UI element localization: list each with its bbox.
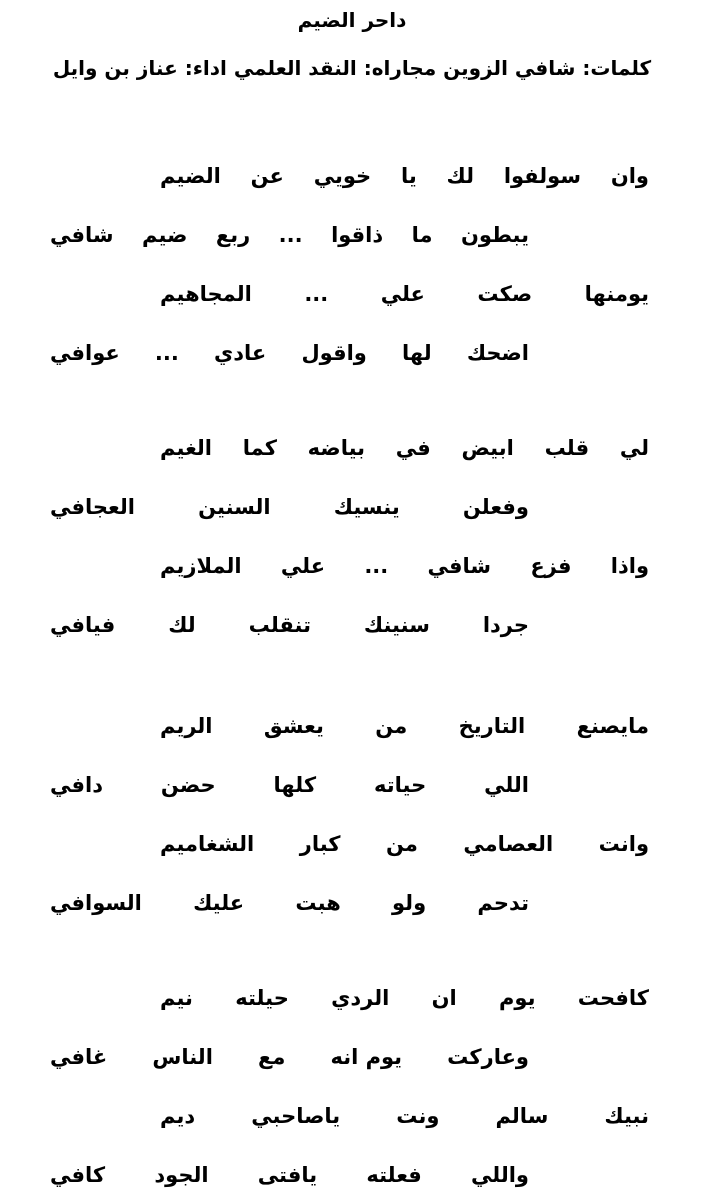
poem-line — [160, 428, 649, 468]
poem-word: يوم انه — [330, 1045, 403, 1069]
poem-word: المجاهيم — [160, 282, 252, 306]
poem-word: واللي — [471, 1163, 529, 1187]
poem-line — [160, 274, 649, 314]
poem-line — [160, 1096, 649, 1136]
poem-word: هبت — [295, 891, 341, 915]
poem-word: جردا — [482, 613, 529, 637]
poem-word: علي — [380, 282, 425, 306]
poem-word: كبار — [299, 832, 341, 856]
poem-word: ينسيك — [333, 495, 400, 519]
poem-line — [50, 605, 529, 645]
poem-word: الجود — [154, 1163, 209, 1187]
poem-word: من — [385, 832, 418, 856]
poem-word: دافي — [50, 773, 104, 797]
poem-word: يافتى — [257, 1163, 318, 1187]
poem-word: علي — [280, 554, 326, 578]
poem-word: الغيم — [160, 436, 213, 460]
poem-word: التاريخ — [458, 714, 526, 738]
poem-line — [160, 824, 649, 864]
poem-word: الناس — [152, 1045, 213, 1069]
poem-line — [50, 1155, 529, 1195]
poem-word: لك — [168, 613, 196, 637]
poem-word: سولفوا — [503, 164, 581, 188]
poem-line — [50, 765, 529, 805]
poem-word: شافي — [50, 223, 114, 247]
poem-word: الريم — [160, 714, 213, 738]
poem-word: لي — [619, 436, 649, 460]
poem-word: واقول — [301, 341, 367, 365]
poem-word: العجافي — [50, 495, 135, 519]
poem-word: من — [375, 714, 408, 738]
poem-word: نبيك — [604, 1104, 649, 1128]
poem-word: الردي — [331, 986, 390, 1010]
poem-word: مع — [258, 1045, 286, 1069]
poem-word: السنين — [198, 495, 271, 519]
poem-word: ان — [431, 986, 457, 1010]
poem-word: ربع — [215, 223, 251, 247]
poem-word: يبطون — [460, 223, 529, 247]
poem-word: ضيم — [142, 223, 188, 247]
poem-line — [50, 215, 529, 255]
poem-word: حضن — [160, 773, 216, 797]
poem-word: ... — [154, 341, 179, 365]
poem-word: ونت — [396, 1104, 440, 1128]
poem-line — [50, 1037, 529, 1077]
poem-word: ذاقوا — [331, 223, 384, 247]
poem-line — [160, 706, 649, 746]
poem-word: العصامي — [463, 832, 554, 856]
poem-word: كافي — [50, 1163, 106, 1187]
poem-word: قلب — [544, 436, 590, 460]
poem-line — [160, 156, 649, 196]
poem-word: عوافي — [50, 341, 120, 365]
poem-word: يا — [400, 164, 417, 188]
poem-word: حياته — [373, 773, 427, 797]
poem-word: شافي — [427, 554, 492, 578]
poem-word: كلها — [273, 773, 317, 797]
poem-word: مايصنع — [576, 714, 649, 738]
poem-word: ... — [304, 282, 329, 306]
poem-word: وانت — [598, 832, 649, 856]
poem-word: صكت — [477, 282, 533, 306]
poem-word: ... — [278, 223, 303, 247]
poem-title: داحر الضيم — [297, 8, 407, 32]
poem-credits: كلمات: شافي الزوين مجاراه: النقد العلمي اداء: عناز بن وايل — [52, 56, 652, 80]
poem-word: واذا — [610, 554, 649, 578]
poem-word: ابيض — [461, 436, 514, 460]
poem-word: فزع — [530, 554, 572, 578]
poem-word: الشغاميم — [160, 832, 255, 856]
poem-word: كما — [242, 436, 277, 460]
poem-word: غافي — [50, 1045, 108, 1069]
poem-word: الملازيم — [160, 554, 242, 578]
poem-word: يعشق — [263, 714, 324, 738]
poem-word: اضحك — [466, 341, 529, 365]
poem-word: يوم — [499, 986, 536, 1010]
poem-word: فيافي — [50, 613, 116, 637]
poem-word: لها — [402, 341, 432, 365]
poem-word: اللي — [484, 773, 529, 797]
poem-word: تدحم — [477, 891, 529, 915]
poem-word: ياصاحبي — [251, 1104, 341, 1128]
poem-word: وعاركت — [447, 1045, 529, 1069]
poem-word: عليك — [193, 891, 245, 915]
poem-word: كافحت — [577, 986, 649, 1010]
poem-word: خويي — [313, 164, 372, 188]
poem-word: بياضه — [307, 436, 366, 460]
poem-word: وان — [610, 164, 649, 188]
poem-word: سالم — [495, 1104, 549, 1128]
poem-word: ديم — [160, 1104, 196, 1128]
poem-word: ما — [411, 223, 433, 247]
poem-line — [160, 546, 649, 586]
poem-word: في — [395, 436, 431, 460]
poem-word: السوافي — [50, 891, 142, 915]
poem-word: تنقلب — [248, 613, 311, 637]
poem-word: سنينك — [363, 613, 430, 637]
poem-word: لك — [446, 164, 474, 188]
poem-line — [50, 883, 529, 923]
poem-word: ... — [364, 554, 389, 578]
poem-word: عادي — [214, 341, 267, 365]
poem-line — [50, 333, 529, 373]
poem-word: حيلته — [235, 986, 289, 1010]
poem-word: فعلته — [366, 1163, 422, 1187]
poem-line — [50, 487, 529, 527]
poem-word: يومنها — [584, 282, 649, 306]
poem-line — [160, 978, 649, 1018]
poem-word: وفعلن — [462, 495, 529, 519]
poem-word: نيم — [160, 986, 193, 1010]
poem-word: ولو — [392, 891, 427, 915]
poem-word: الضيم — [160, 164, 221, 188]
poem-word: عن — [250, 164, 284, 188]
